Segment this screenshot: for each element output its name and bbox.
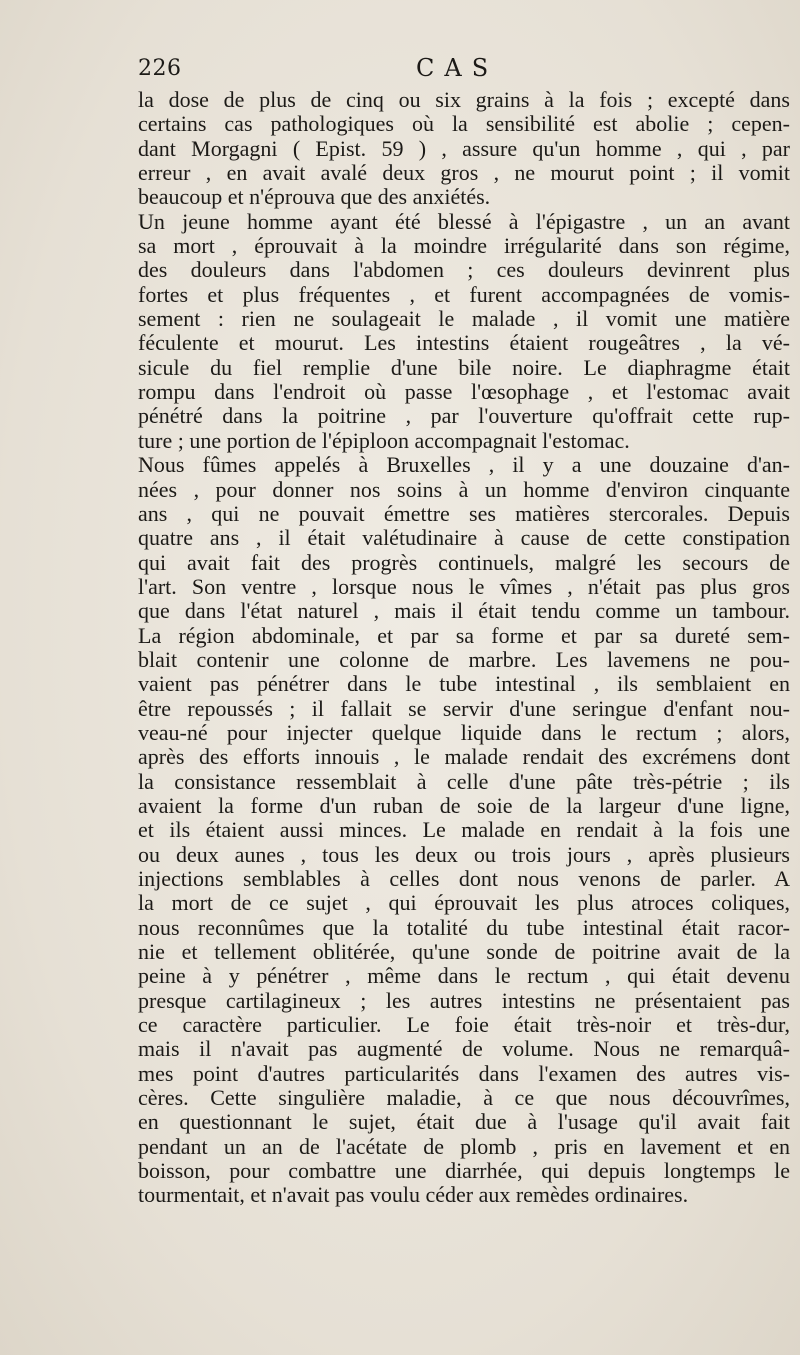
- text-line: La région abdominale, et par sa forme et par sa dureté sem-: [138, 623, 790, 648]
- text-line: nie et tellement oblitérée, qu'une sonde de poitrine avait de la: [138, 940, 790, 965]
- text-line: la dose de plus de cinq ou six grains à la fois ; excepté dans: [138, 88, 790, 112]
- page-header: [138, 52, 788, 88]
- text-line: erreur , en avait avalé deux gros , ne mourut point ; il vomit: [138, 161, 790, 186]
- text-line: ou deux aunes , tous les deux ou trois jours , après plusieurs: [138, 842, 790, 867]
- text-line: être repoussés ; il fallait se servir d'une seringue d'enfant nou-: [138, 696, 790, 721]
- text-line: avaient la forme d'un ruban de soie de la largeur d'une ligne,: [138, 793, 790, 818]
- running-head: CAS: [416, 54, 499, 82]
- text-line: sement : rien ne soulageait le malade , il vomit une matière: [138, 307, 790, 332]
- text-line: l'art. Son ventre , lorsque nous le vîmes , n'était pas plus gros: [138, 574, 790, 599]
- text-line: pénétré dans la poitrine , par l'ouverture qu'offrait cette rup-: [138, 404, 790, 429]
- text-line: la mort de ce sujet , qui éprouvait les plus atroces coliques,: [138, 891, 790, 916]
- text-line: mais il n'avait pas augmenté de volume. Nous ne remarquâ-: [138, 1037, 790, 1062]
- text-line: fortes et plus fréquentes , et furent accompagnées de vomis-: [138, 282, 790, 307]
- page-number: 226: [138, 56, 182, 81]
- text-line: vaient pas pénétrer dans le tube intestinal , ils semblaient en: [138, 672, 790, 697]
- text-line: qui avait fait des progrès continuels, malgré les secours de: [138, 550, 790, 575]
- body-text: [138, 88, 790, 1208]
- text-line: nées , pour donner nos soins à un homme d'environ cinquante: [138, 477, 790, 502]
- text-line: boisson, pour combattre une diarrhée, qui depuis longtemps le: [138, 1159, 790, 1184]
- text-line: et ils étaient aussi minces. Le malade en rendait à la fois une: [138, 818, 790, 843]
- text-line: féculente et mourut. Les intestins étaient rougeâtres , la vé-: [138, 331, 790, 356]
- text-line: nous reconnûmes que la totalité du tube intestinal était racor-: [138, 915, 790, 940]
- text-line: pendant un an de l'acétate de plomb , pris en lavement et en: [138, 1134, 790, 1159]
- text-line: quatre ans , il était valétudinaire à cause de cette constipation: [138, 526, 790, 551]
- text-line: rompu dans l'endroit où passe l'œsophage , et l'estomac avait: [138, 380, 790, 405]
- text-line: que dans l'état naturel , mais il était tendu comme un tambour.: [138, 599, 790, 624]
- text-line: Un jeune homme ayant été blessé à l'épigastre , un an avant: [138, 209, 790, 234]
- text-line: la consistance ressemblait à celle d'une pâte très-pétrie ; ils: [138, 769, 790, 794]
- text-line: certains cas pathologiques où la sensibilité est abolie ; cepen-: [138, 112, 790, 137]
- text-line: après des efforts innouis , le malade rendait des excrémens dont: [138, 745, 790, 770]
- text-line: mes point d'autres particularités dans l'examen des autres vis-: [138, 1061, 790, 1086]
- text-line: ce caractère particulier. Le foie était très-noir et très-dur,: [138, 1013, 790, 1038]
- text-line: sa mort , éprouvait à la moindre irrégularité dans son régime,: [138, 234, 790, 259]
- text-line: presque cartilagineux ; les autres intestins ne présentaient pas: [138, 988, 790, 1013]
- text-line: cères. Cette singulière maladie, à ce que nous découvrîmes,: [138, 1086, 790, 1111]
- text-line: ans , qui ne pouvait émettre ses matières stercorales. Depuis: [138, 501, 790, 526]
- text-line: dant Morgagni ( Epist. 59 ) , assure qu'un homme , qui , par: [138, 136, 790, 161]
- text-line: blait contenir une colonne de marbre. Les lavemens ne pou-: [138, 647, 790, 672]
- text-line: veau-né pour injecter quelque liquide dans le rectum ; alors,: [138, 720, 790, 745]
- text-line: des douleurs dans l'abdomen ; ces douleurs devinrent plus: [138, 258, 790, 283]
- text-line: Nous fûmes appelés à Bruxelles , il y a une douzaine d'an-: [138, 453, 790, 478]
- text-line: injections semblables à celles dont nous venons de parler. A: [138, 867, 790, 891]
- text-line: tourmentait, et n'avait pas voulu céder aux remèdes ordinaires.: [138, 1183, 689, 1208]
- text-line: peine à y pénétrer , même dans le rectum , qui était devenu: [138, 964, 790, 989]
- text-line: ture ; une portion de l'épiploon accompagnait l'estomac.: [138, 428, 630, 453]
- text-line: en questionnant le sujet, était due à l'usage qu'il avait fait: [138, 1110, 790, 1135]
- text-line: sicule du fiel remplie d'une bile noire. Le diaphragme était: [138, 355, 790, 380]
- text-line: beaucoup et n'éprouva que des anxiétés.: [138, 185, 491, 210]
